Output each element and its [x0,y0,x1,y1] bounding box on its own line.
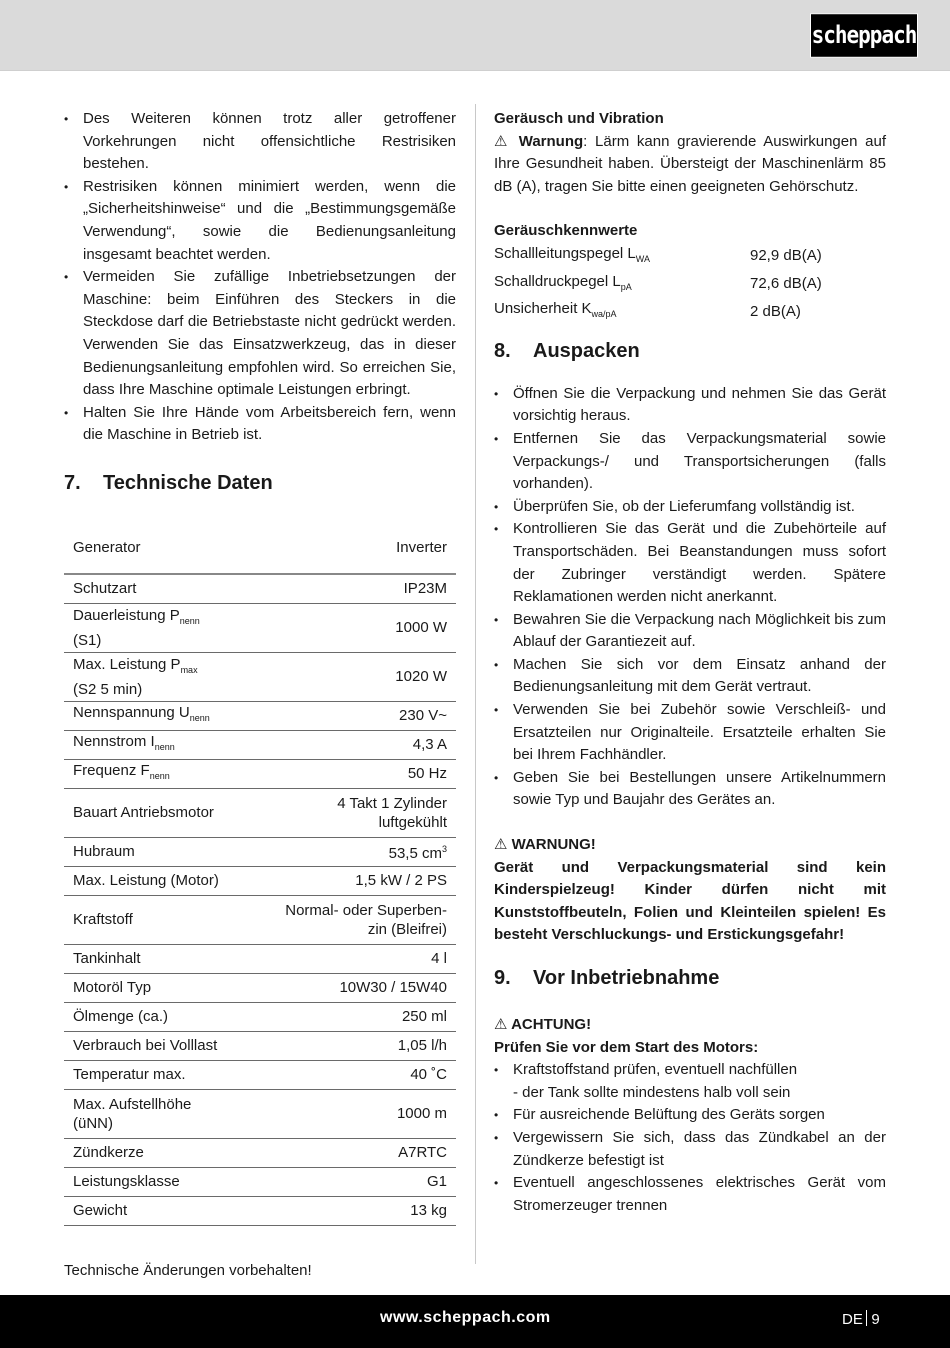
table-row [64,759,456,788]
table-row [64,1060,456,1089]
table-cell-value: G1 [251,1167,456,1196]
table-cell-value: 2 dB(A) [750,302,801,320]
warning-heading: ⚠ WARNUNG! [494,836,596,854]
list-item: • Machen Sie sich vor dem Einsatz anhand der Bedienungsanleitung mit dem Gerät vertraut. [494,654,886,699]
caution-intro: Prüfen Sie vor dem Start des Motors: [494,1038,759,1056]
warning-triangle-icon: ⚠ [494,836,508,854]
list-item: • Des Weiteren können trotz aller getroffener Vorkehrungen nicht offensichtliche Restrisiken bestehen. [64,108,456,176]
table-header-row [64,522,456,574]
table-cell-label: Bauart Antriebsmotor [64,788,251,837]
table-cell-label: Schutzart [64,574,251,604]
table-cell-value: 13 kg [251,1196,456,1225]
warning-text: : Lärm kann gravierende Auswirkungen auf Ihre Gesundheit haben. Übersteigt der Maschinenlärm 85 dB (A), tragen Sie bitte einen geeigneten Gehörschutz. [494,132,887,195]
table-cell-label: Gewicht [64,1196,251,1225]
table-row [64,837,456,866]
spec-table [64,522,456,1226]
table-cell-value: 4 Takt 1 Zylinder luftgekühlt [251,788,456,837]
table-cell-label: Schalldruckpegel $L_{pA}$ [494,272,632,292]
list-item: • Geben Sie bei Bestellungen unsere Artikelnummern sowie Typ und Baujahr des Gerätes an. [494,767,886,812]
table-cell-value: Inverter [251,522,456,574]
table-row [494,243,886,271]
table-row [64,652,456,701]
table-cell-value: 1020 W [251,652,456,701]
residual-risk-list [64,108,456,447]
table-cell-value: 1,5 kW / 2 PS [251,866,456,895]
table-cell-label: Dauerleistung $P_{nenn}$ (S1) [64,603,251,652]
table-cell-label: Nennstrom $I_{nenn}$ [64,730,251,759]
table-row [64,866,456,895]
table-cell-label: Schallleitungspegel $L_{WA}$ [494,244,650,264]
table-row [64,1031,456,1060]
table-cell-value: 1000 m [251,1089,456,1138]
table-cell-label: Verbrauch bei Volllast [64,1031,251,1060]
section-number: 9. [494,967,511,989]
noise-warning [494,131,886,199]
table-cell-label: Max. Leistung $P_{max}$ (S2 5 min) [64,652,251,701]
table-row [64,1089,456,1138]
table-row [64,1138,456,1167]
table-cell-label: Max. Aufstellhöhe (üNN) [64,1089,251,1138]
list-item: • Kontrollieren Sie das Gerät und die Zubehörteile auf Transportschäden. Bei Beanstandungen muss sofort der Zubringer verständigt werden. Spätere Reklamationen werden nicht anerkannt. [494,518,886,608]
table-cell-value: 10W30 / 15W40 [251,973,456,1002]
table-cell-label: Kraftstoff [64,895,251,944]
table-row [64,1167,456,1196]
pre-start-checklist [494,1059,886,1217]
table-row [64,973,456,1002]
table-row [64,574,456,604]
list-item: • Verwenden Sie bei Zubehör sowie Verschleiß- und Ersatzteilen nur Originalteile. Ersatzteile erhalten Sie bei Ihrem Fachhändler. [494,699,886,767]
table-cell-label: Zündkerze [64,1138,251,1167]
table-cell-value: A7RTC [251,1138,456,1167]
section-title: Auspacken [533,339,640,362]
child-warning [494,834,886,947]
table-cell-value: 40 ˚C [251,1060,456,1089]
page-header [0,0,950,71]
left-column [64,108,456,1283]
table-cell-label: Leistungsklasse [64,1167,251,1196]
column-divider [475,104,476,1264]
section-number: 8. [494,339,511,362]
list-item: • Vergewissern Sie sich, dass das Zündkabel an der Zündkerze befestigt ist [494,1127,886,1172]
page-footer [0,1295,950,1348]
table-cell-label: Hubraum [64,837,251,866]
noise-values-table [494,243,886,326]
brand-logo: scheppach [810,13,918,58]
table-cell-value: 53,5 $cm^3$ [251,837,456,866]
noise-values-title: Geräuschkennwerte [494,222,638,240]
caution-block [494,1014,886,1059]
table-row [64,944,456,973]
table-row [64,788,456,837]
language-code: DE [842,1311,863,1328]
table-cell-value: 250 ml [251,1002,456,1031]
table-cell-value: 92,9 dB(A) [750,247,822,265]
table-row [64,1196,456,1225]
page-number: 9 [871,1311,880,1328]
warning-text: Gerät und Verpackungsmaterial sind kein Kinderspielzeug! Kinder dürfen nicht mit Kunststoffbeuteln, Folien und Kleinteilen spielen! Es besteht Verschluckungs- und Erstickungsgefahr! [494,858,886,944]
list-item: • Eventuell angeschlossenes elektrisches Gerät vom Stromerzeuger trennen [494,1172,886,1217]
table-cell-label: Frequenz $F_{nenn}$ [64,759,251,788]
section-heading-7 [64,472,456,495]
list-item: • Restrisiken können minimiert werden, wenn die „Sicherheitshinweise“ und die „Bestimmungsgemäße Verwendung“, sowie die Bedienungsanleitung insgesamt beachtet werden. [64,176,456,266]
technical-changes-note: Technische Änderungen vorbehalten! [64,1261,312,1279]
table-cell-value: 72,6 dB(A) [750,275,822,293]
warning-triangle-icon: ⚠ [494,1016,508,1033]
table-row [64,701,456,730]
section-title: Technische Daten [103,471,273,494]
table-row [494,271,886,299]
list-item: • Für ausreichende Belüftung des Geräts sorgen [494,1104,886,1127]
page-indicator [842,1310,880,1328]
list-item: • Bewahren Sie die Verpackung nach Möglichkeit bis zum Ablauf der Garantiezeit auf. [494,609,886,654]
warning-triangle-icon: ⚠ [494,132,511,150]
table-row [64,895,456,944]
website-link[interactable]: www.scheppach.com [380,1309,551,1326]
table-row [64,730,456,759]
section-heading-9 [494,967,886,990]
list-item: • Vermeiden Sie zufällige Inbetriebsetzungen der Maschine: beim Einführen des Steckers in die Steckdose darf die Betriebstaste nicht gedrückt werden. Verwenden Sie das Einsatzwerkzeug, das in dieser Bedienungsanleitung empfohlen wird. So erreichen Sie, dass Ihre Maschine optimale Leistungen erbringt. [64,266,456,402]
table-cell-label: Nennspannung $U_{nenn}$ [64,701,251,730]
table-cell-label: Unsicherheit $K_{wa/pA}$ [494,300,617,320]
table-cell-label: Temperatur max. [64,1060,251,1089]
list-item: • Halten Sie Ihre Hände vom Arbeitsbereich fern, wenn die Maschine in Betrieb ist. [64,402,456,447]
table-cell-label: Max. Leistung (Motor) [64,866,251,895]
section-heading-8 [494,340,886,363]
table-cell-label: Ölmenge (ca.) [64,1002,251,1031]
table-cell-value: 4 l [251,944,456,973]
table-cell-label: Motoröl Typ [64,973,251,1002]
warning-label: Warnung [518,132,584,150]
section-number: 7. [64,471,81,494]
table-cell-value: 1,05 l/h [251,1031,456,1060]
table-cell-value: IP23M [251,574,456,604]
table-row [494,298,886,326]
table-cell-value: 230 V~ [251,701,456,730]
section-title: Vor Inbetriebnahme [533,967,720,989]
caution-heading: ⚠ ACHTUNG! [494,1016,592,1033]
table-cell-label: Generator [64,522,251,574]
table-cell-value: 4,3 A [251,730,456,759]
table-row [64,603,456,652]
table-cell-value: 50 Hz [251,759,456,788]
right-column [494,108,886,1217]
list-item: • Kraftstoffstand prüfen, eventuell nachfüllen - der Tank sollte mindestens halb voll sein [494,1059,886,1104]
table-cell-value: 1000 W [251,603,456,652]
noise-title: Geräusch und Vibration [494,110,664,127]
table-cell-label: Tankinhalt [64,944,251,973]
table-cell-value: Normal- oder Superben- zin (Bleifrei) [251,895,456,944]
table-row [64,1002,456,1031]
list-item: • Entfernen Sie das Verpackungsmaterial sowie Verpackungs-/ und Transportsicherungen (falls vorhanden). [494,428,886,496]
list-item: • Überprüfen Sie, ob der Lieferumfang vollständig ist. [494,496,886,519]
separator [866,1310,868,1326]
list-item: • Öffnen Sie die Verpackung und nehmen Sie das Gerät vorsichtig heraus. [494,383,886,428]
unpacking-list [494,383,886,812]
